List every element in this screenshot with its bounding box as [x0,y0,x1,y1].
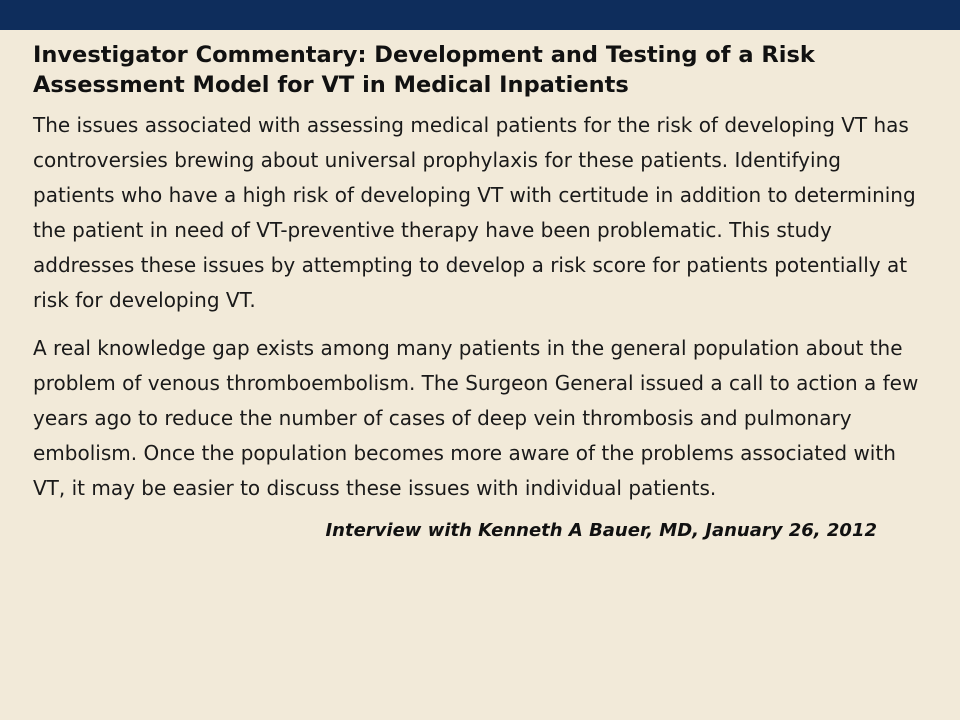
slide-title: Investigator Commentary: Development and Testing of a Risk Assessment Model for VT in Medical Inpatients [33,42,815,98]
commentary-paragraph-2: A real knowledge gap exists among many patients in the general population about the problem of venous thromboembolism. The Surgeon General issued a call to action a few years ago to reduce the number of cases of deep vein thrombosis and pulmonary embolism. Once the population becomes more aware of the problems associated with VT, it may be easier to discuss these issues with individual patients. [33,336,919,500]
interview-attribution: Interview with Kenneth A Bauer, MD, January 26, 2012 [325,520,877,541]
slide-content [33,40,923,546]
header-bar [0,0,960,30]
commentary-paragraph-1: The issues associated with assessing medical patients for the risk of developing VT has controversies brewing about universal prophylaxis for these patients. Identifying patients who have a high risk of developing VT with certitude in addition to determining the patient in need of VT-preventive therapy have been problematic. This study addresses these issues by attempting to develop a risk score for patients potentially at risk for developing VT. [33,113,916,312]
